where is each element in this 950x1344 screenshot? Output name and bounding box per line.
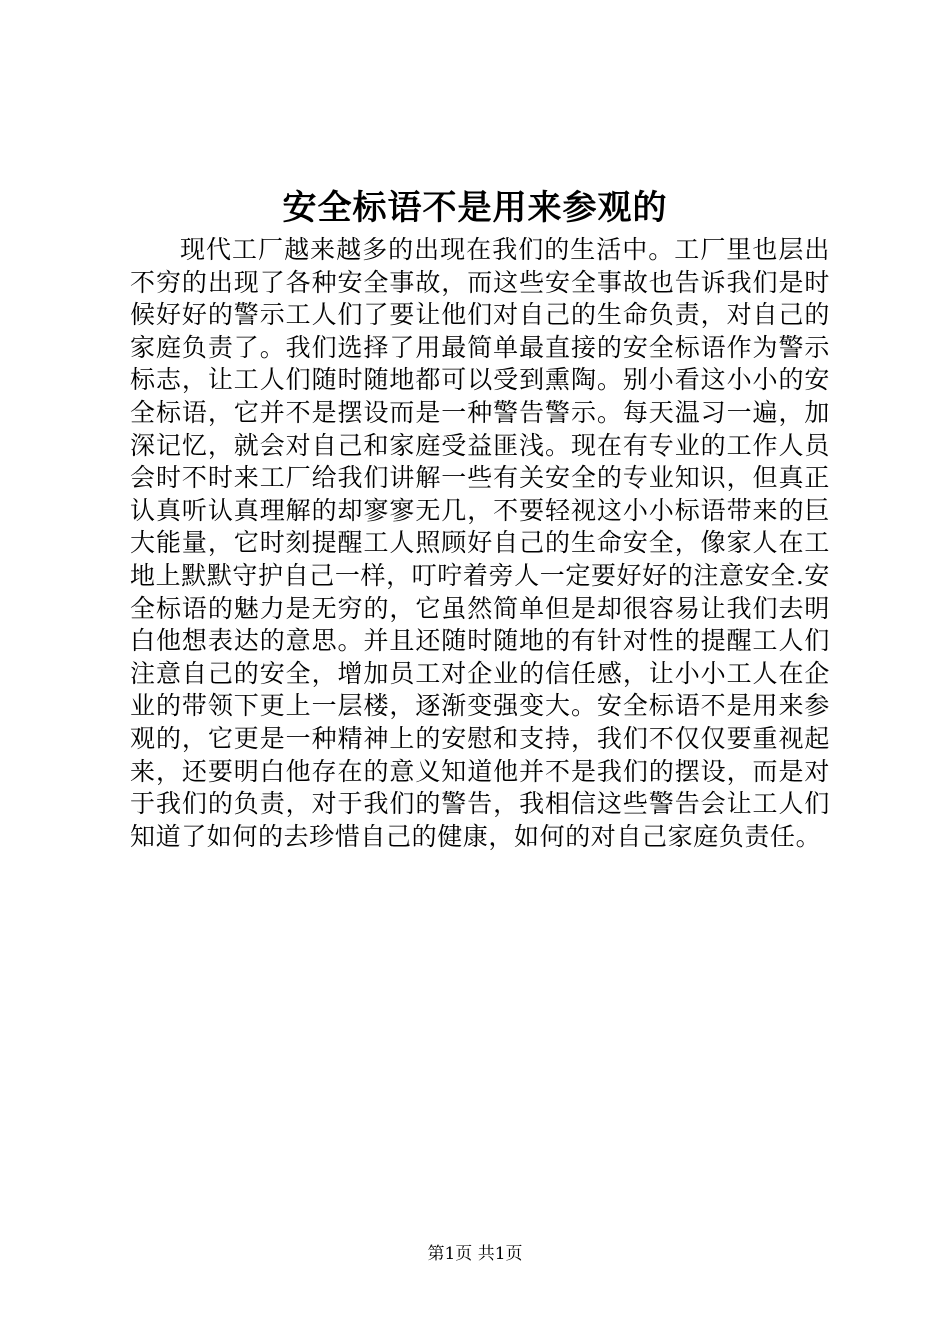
body-paragraph: 现代工厂越来越多的出现在我们的生活中。工厂里也层出不穷的出现了各种安全事故，而这些安全事故也告诉我们是时候好好的警示工人们了要让他们对自己的生命负责，对自己的家庭负责了。我们选择了用最简单最直接的安全标语作为警示标志，让工人们随时随地都可以受到熏陶。别小看这小小的安全标语，它并不是摆设而是一种警告警示。每天温习一遍，加深记忆，就会对自己和家庭受益匪浅。现在有专业的工作人员会时不时来工厂给我们讲解一些有关安全的专业知识，但真正认真听认真理解的却寥寥无几，不要轻视这小小标语带来的巨大能量，它时刻提醒工人照顾好自己的生命安全，像家人在工地上默默守护自己一样，叮咛着旁人一定要好好的注意安全.安全标语的魅力是无穷的，它虽然简单但是却很容易让我们去明白他想表达的意思。并且还随时随地的有针对性的提醒工人们注意自己的安全，增加员工对企业的信任感，让小小工人在企业的带领下更上一层楼，逐渐变强变大。安全标语不是用来参观的，它更是一种精神上的安慰和支持，我们不仅仅要重视起来，还要明白他存在的意义知道他并不是我们的摆设，而是对于我们的负责，对于我们的警告，我相信这些警告会让工人们知道了如何的去珍惜自己的健康，如何的对自己家庭负责任。 [130,235,830,851]
document-title: 安全标语不是用来参观的 [282,188,668,228]
page-footer: 第1页 共1页 [427,1244,523,1264]
